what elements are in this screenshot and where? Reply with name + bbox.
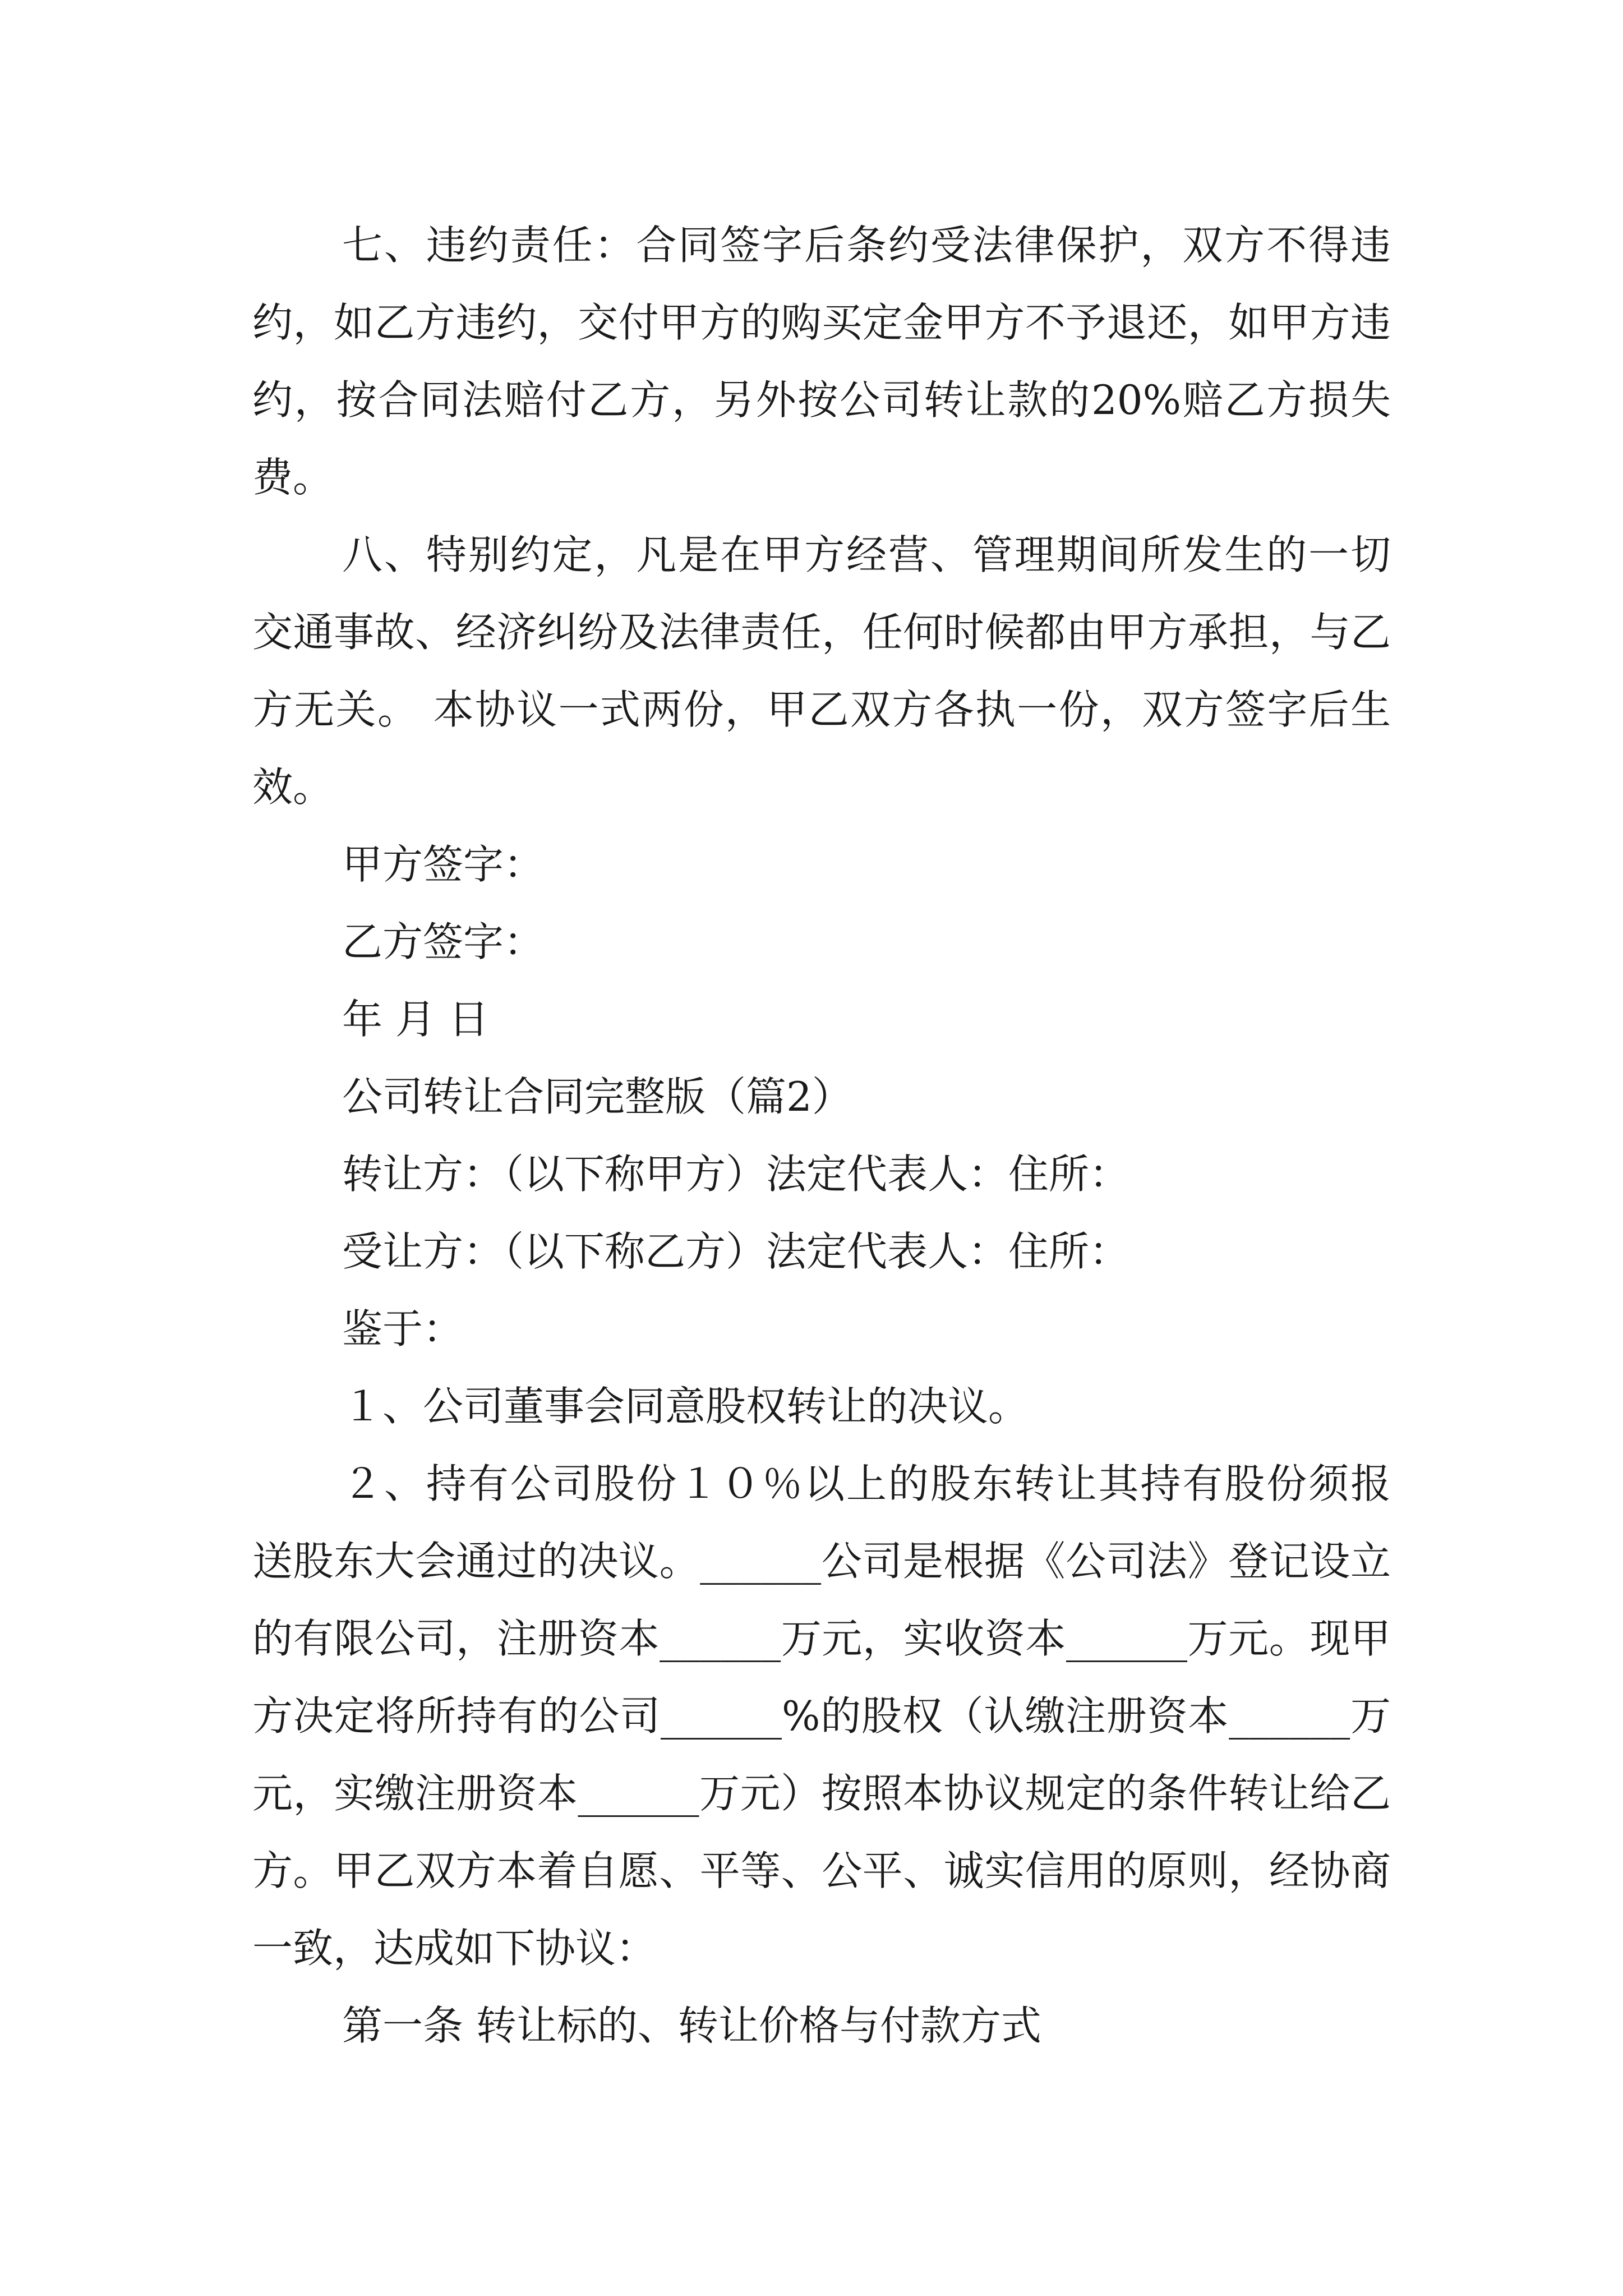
signature-party-b: 乙方签字： bbox=[342, 918, 545, 965]
transferee-line: 受让方：（以下称乙方）法定代表人：住所： bbox=[342, 1228, 1130, 1275]
transferor-line: 转让方：（以下称甲方）法定代表人：住所： bbox=[342, 1151, 1130, 1198]
signature-party-a: 甲方签字： bbox=[342, 841, 545, 888]
paragraph-special-agreement: 八、特别约定，凡是在甲方经营、管理期间所发生的一切交通事故、经济纠纷及法律责任，任何时候都由甲方承担，与乙方无关。 本协议一式两份，甲乙双方各执一份，双方签字后生效。 bbox=[252, 531, 1391, 811]
document-body bbox=[252, 206, 1391, 2064]
paragraph-breach-liability: 七、违约责任：合同签字后条约受法律保护，双方不得违约，如乙方违约，交付甲方的购买定金甲方不予退还，如甲方违约，按合同法赔付乙方，另外按公司转让款的20%赔乙方损失费。 bbox=[252, 222, 1391, 501]
date-line: 年 月 日 bbox=[342, 996, 489, 1043]
recital-one: １、公司董事会同意股权转让的决议。 bbox=[342, 1383, 1029, 1430]
whereas-line: 鉴于： bbox=[342, 1305, 464, 1352]
recital-two-paragraph: ２、持有公司股份１０％以上的股东转让其持有股份须报送股东大会通过的决议。______公司是根据《公司法》登记设立的有限公司，注册资本______万元，实收资本______万元。现甲方决定将所持有的公司______%的股权（认缴注册资本______万元，实缴注册资本______万元）按照本协议规定的条件转让给乙方。甲乙双方本着自愿、平等、公平、诚实信用的原则，经协商一致，达成如下协议： bbox=[252, 1460, 1391, 1972]
article-one-heading: 第一条 转让标的、转让价格与付款方式 bbox=[342, 2002, 1041, 2049]
section-title: 公司转让合同完整版（篇2） bbox=[342, 1073, 852, 1120]
